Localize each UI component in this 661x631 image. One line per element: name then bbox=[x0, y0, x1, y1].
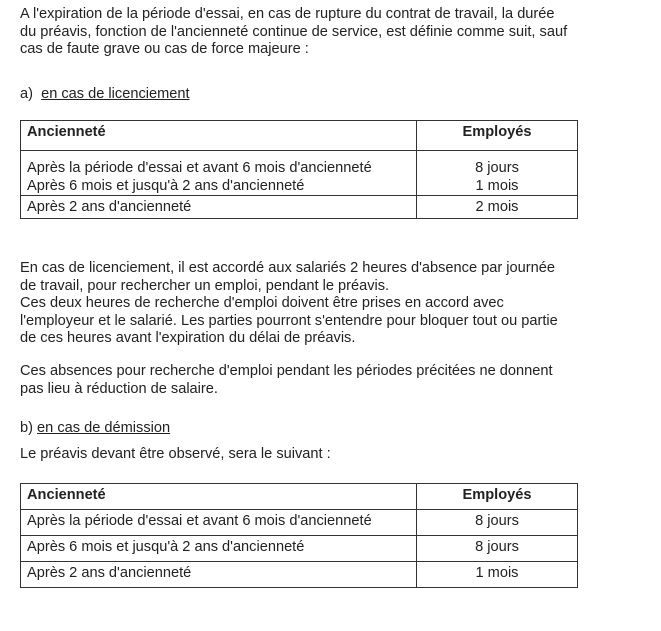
notice-table-dismissal bbox=[20, 120, 578, 219]
section-a-prefix: a) bbox=[20, 86, 33, 102]
notice-cell: 2 mois bbox=[417, 196, 578, 219]
table-row bbox=[21, 151, 578, 196]
table-header-row bbox=[21, 121, 578, 151]
seniority-cell: Après la période d'essai et avant 6 mois d'ancienneté bbox=[27, 160, 372, 176]
seniority-cell: Après 6 mois et jusqu'à 2 ans d'ancienneté bbox=[21, 536, 417, 562]
paragraph-line: de travail, pour rechercher un emploi, pendant le préavis. bbox=[20, 277, 390, 294]
section-b-title: en cas de démission bbox=[37, 420, 171, 436]
header-seniority: Ancienneté bbox=[21, 121, 417, 151]
paragraph-line: En cas de licenciement, il est accordé aux salariés 2 heures d'absence par journée bbox=[20, 260, 555, 276]
header-employees: Employés bbox=[417, 484, 578, 510]
table-header-row bbox=[21, 484, 578, 510]
notice-cell: 8 jours bbox=[475, 160, 519, 176]
seniority-cell: Après 2 ans d'ancienneté bbox=[21, 562, 417, 588]
table-row bbox=[21, 510, 578, 536]
intro-line: A l'expiration de la période d'essai, en cas de rupture du contrat de travail, la durée bbox=[20, 6, 555, 22]
section-a-heading bbox=[20, 86, 190, 104]
seniority-cell: Après 6 mois et jusqu'à 2 ans d'ancienneté bbox=[27, 178, 305, 194]
resignation-intro: Le préavis devant être observé, sera le suivant : bbox=[20, 446, 331, 462]
absence-paragraph bbox=[20, 260, 638, 348]
section-a-title: en cas de licenciement bbox=[41, 86, 190, 102]
section-b-heading bbox=[20, 420, 170, 438]
intro-line: du préavis, fonction de l'ancienneté continue de service, est définie comme suit, sauf bbox=[20, 23, 568, 40]
section-b-prefix: b) bbox=[20, 420, 33, 436]
notice-cell: 1 mois bbox=[417, 562, 578, 588]
notice-cell: 8 jours bbox=[417, 510, 578, 536]
paragraph-line: Ces deux heures de recherche d'emploi doivent être prises en accord avec bbox=[20, 295, 504, 311]
intro-paragraph bbox=[20, 6, 638, 59]
header-employees: Employés bbox=[417, 121, 578, 151]
paragraph-line: de ces heures avant l'expiration du délai de préavis. bbox=[20, 330, 356, 346]
seniority-cell: Après 2 ans d'ancienneté bbox=[21, 196, 417, 219]
notice-table-resignation bbox=[20, 483, 578, 588]
notice-cell: 8 jours bbox=[417, 536, 578, 562]
notice-cell: 1 mois bbox=[475, 178, 519, 194]
paragraph-line: Ces absences pour recherche d'emploi pendant les périodes précitées ne donnent bbox=[20, 363, 553, 379]
intro-line: cas de faute grave ou cas de force majeure : bbox=[20, 41, 309, 57]
table-row bbox=[21, 196, 578, 219]
paragraph-line: pas lieu à réduction de salaire. bbox=[20, 380, 218, 397]
paragraph-line: l'employeur et le salarié. Les parties pourront s'entendre pour bloquer tout ou partie bbox=[20, 312, 558, 329]
header-seniority: Ancienneté bbox=[21, 484, 417, 510]
table-row bbox=[21, 562, 578, 588]
seniority-cell: Après la période d'essai et avant 6 mois d'ancienneté bbox=[21, 510, 417, 536]
salary-paragraph bbox=[20, 363, 638, 398]
table-row bbox=[21, 536, 578, 562]
